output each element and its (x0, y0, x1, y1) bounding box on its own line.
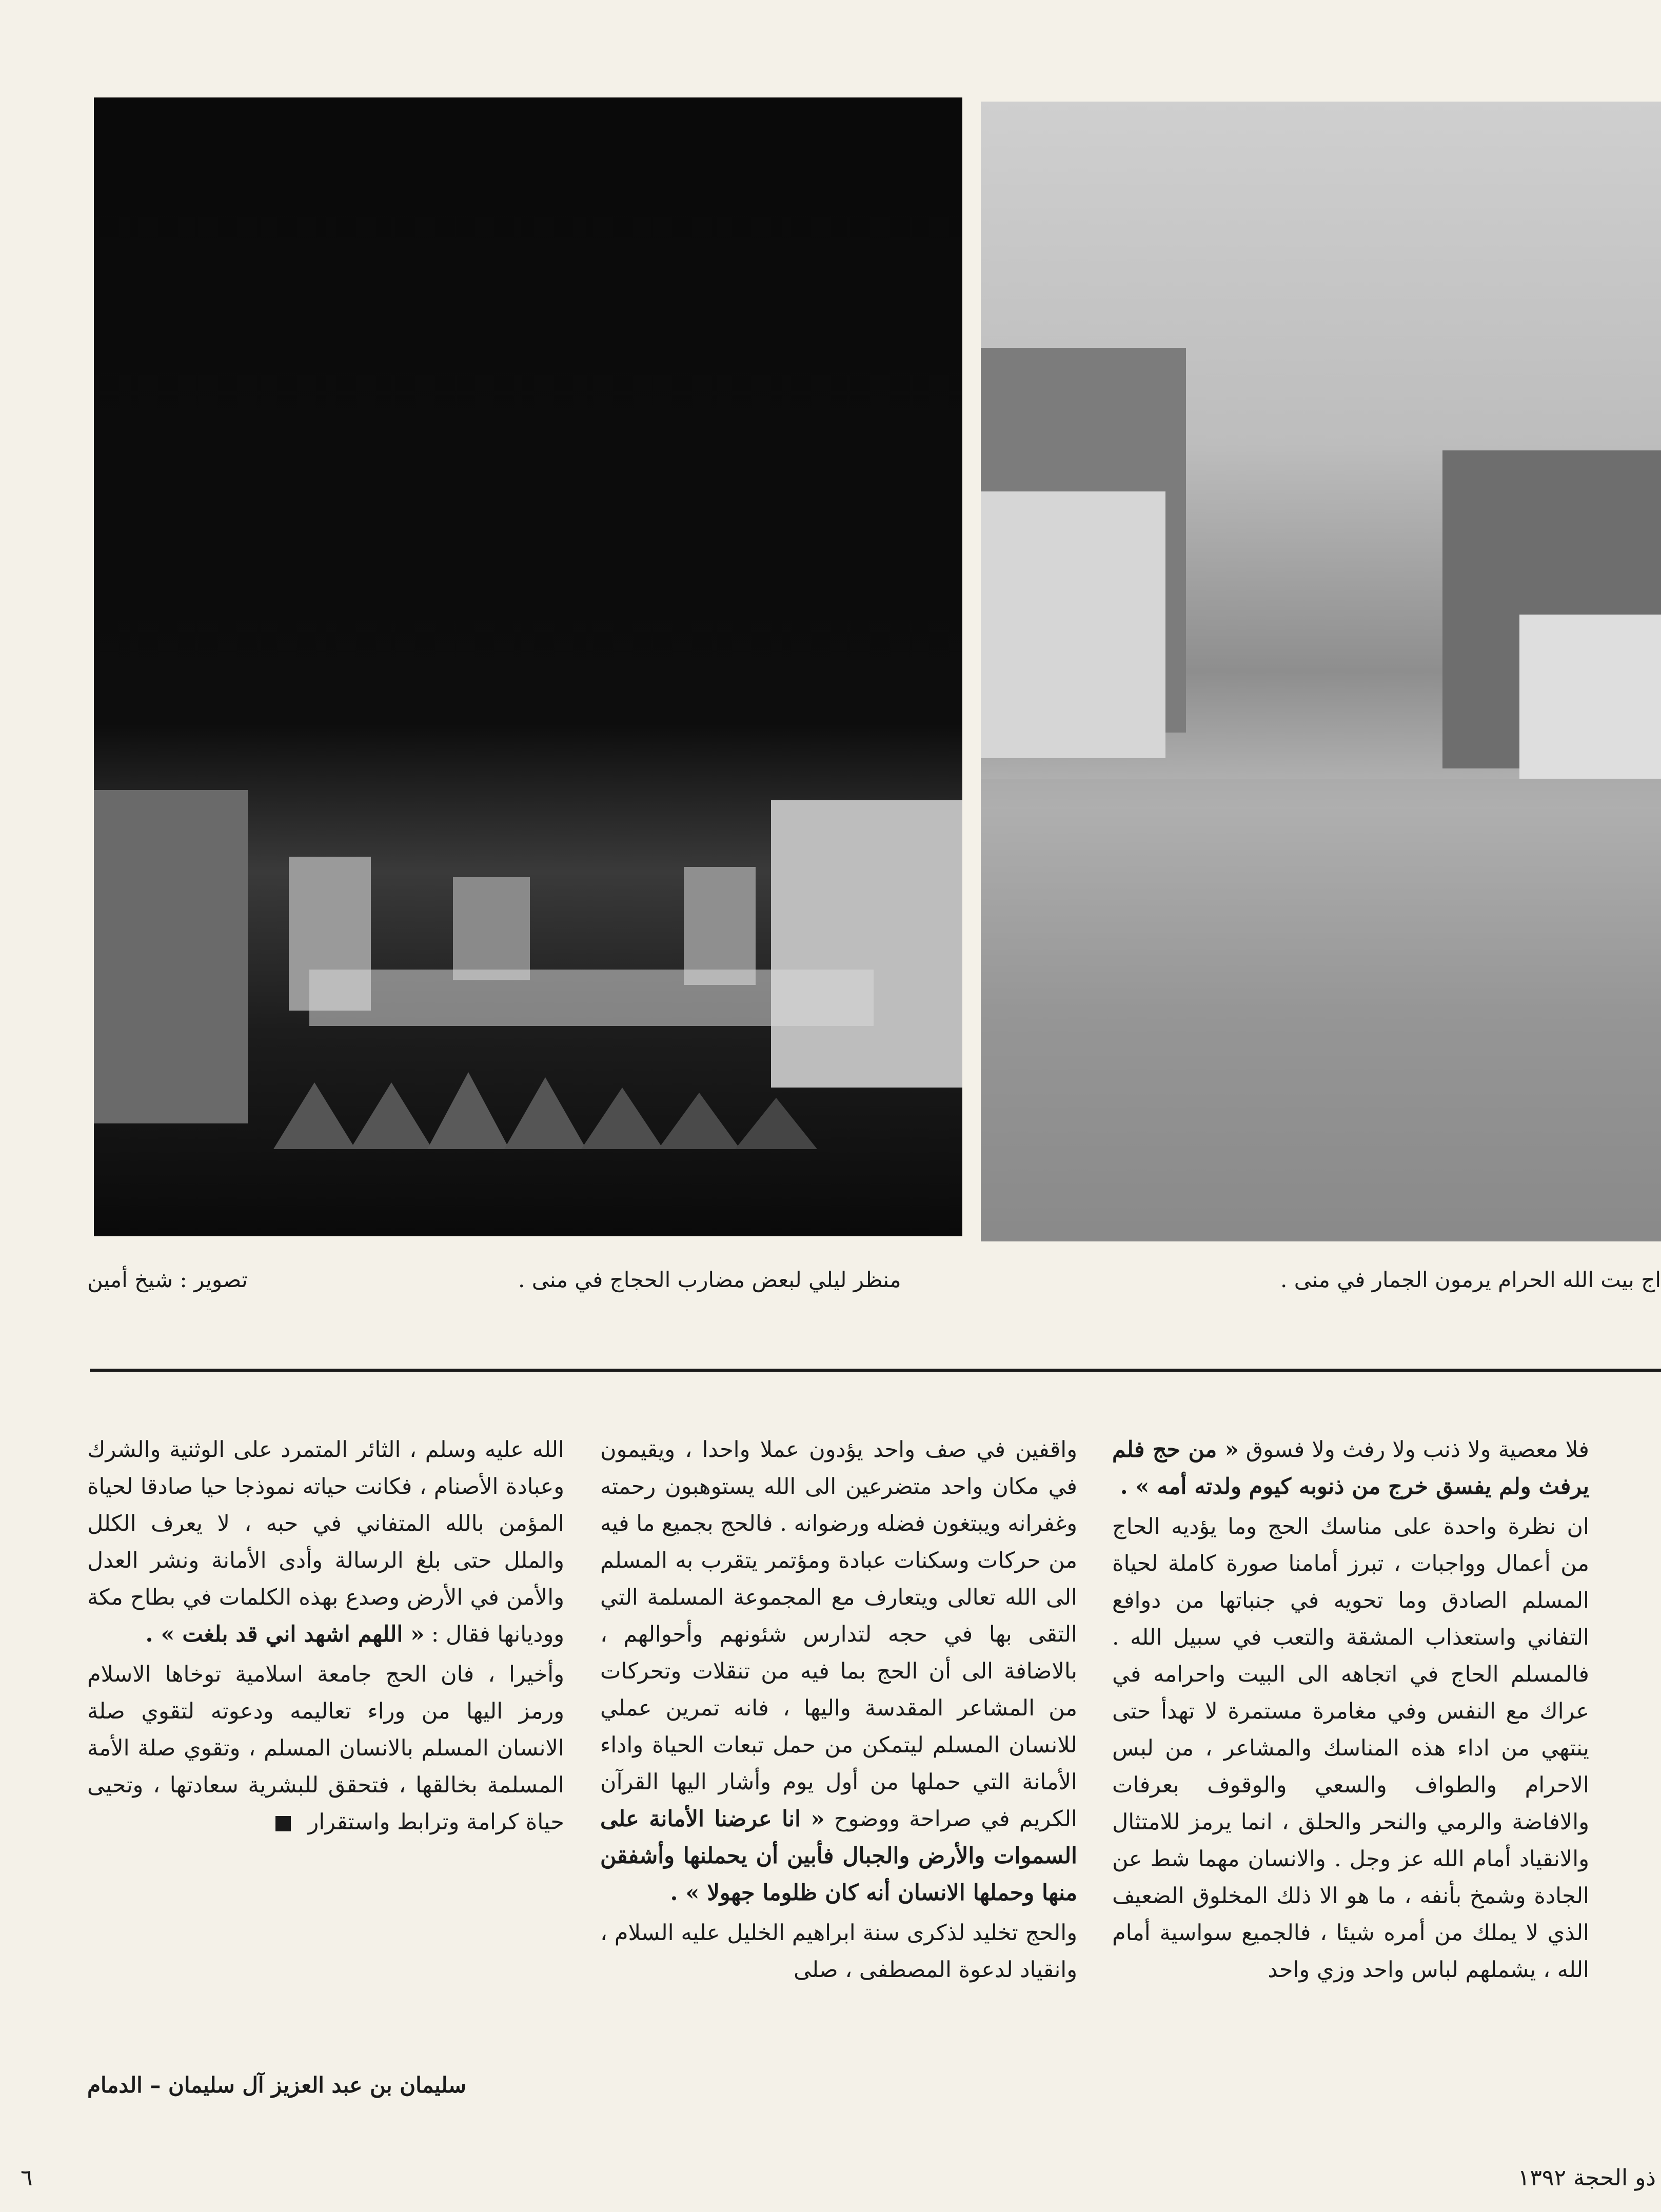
column-3-text: الله عليه وسلم ، الثائر المتمرد على الوثنية والشرك وعبادة الأصنام ، فكانت حياته نموذجا حيا صادقا لحياة المؤمن بالله المتفاني في حبه ، لا يعرف الكلل والملل حتى بلغ الرسالة وأدى الأمانة ونشر العدل والأمن في الأرض وصدع بهذه الكلمات في بطاح مكة ووديانها فقال : (87, 1437, 564, 1647)
prophet-quote: « اللهم اشهد اني قد بلغت » . (145, 1622, 425, 1647)
hadith-quote: « من حج فلم يرفث ولم يفسق خرج من ذنوبه كيوم ولدته أمه » . (1112, 1437, 1589, 1499)
column-2 (600, 1431, 1077, 1991)
column-3 (87, 1431, 564, 1844)
photo-credit: تصوير : شيخ أمين (87, 1267, 248, 1292)
issue-date: ذو الحجة ١٣٩٢ (1517, 2165, 1656, 2191)
night-camp-photo (94, 97, 962, 1236)
column-2-text: واقفين في صف واحد يؤدون عملا واحدا ، ويقيمون في مكان واحد متضرعين الى الله يستوهبون رحمته وغفرانه ويبتغون فضله ورضوانه . فالحج بجميع ما فيه من حركات وسكنات عبادة ومؤتمر يتقرب به المسلم الى الله تعالى ويتعارف مع المجموعة المسلمة التي التقى بها في حجه لتدارس شئونهم وأحوالهم ، بالاضافة الى أن الحج بما فيه من تنقلات وتحركات من المشاعر المقدسة واليها ، فانه تمرين عملي للانسان المسلم ليتمكن من حمل تبعات الحياة واداء الأمانة التي حملها من أول يوم وأشار اليها القرآن الكريم في صراحة ووضوح (600, 1437, 1077, 1832)
caption-night: منظر ليلي لبعض مضارب الحجاج في منى . (518, 1267, 901, 1292)
column-2-paragraph-2: والحج تخليد لذكرى سنة ابراهيم الخليل عليه السلام ، وانقياد لدعوة المصطفى ، صلى (600, 1920, 1077, 1983)
caption-crowd: اج بيت الله الحرام يرمون الجمار في منى . (1280, 1267, 1661, 1292)
column-2-paragraph-1 (600, 1431, 1077, 1911)
night-scene-illustration (94, 97, 962, 1236)
horizontal-rule (90, 1369, 1661, 1372)
column-1 (1112, 1431, 1589, 1991)
column-1-paragraph-1 (1112, 1431, 1589, 1505)
crowd-photo (981, 102, 1661, 1241)
quran-quote: « انا عرضنا الأمانة على السموات والأرض والجبال فأبين أن يحملنها وأشفقن منها وحملها الانسان أنه كان ظلوما جهولا » . (600, 1806, 1077, 1906)
column-3-text-2: وأخيرا ، فان الحج جامعة اسلامية توخاها الاسلام ورمز اليها من وراء تعاليمه ودعوته لتقوي صلة الانسان المسلم بالانسان المسلم ، وتقوي صلة الأمة المسلمة بخالقها ، فتحقق للبشرية سعادتها ، وتحيى حياة كرامة وترابط واستقرار (87, 1662, 564, 1835)
end-mark-icon (275, 1816, 291, 1831)
crowd-scene-illustration (981, 102, 1661, 1241)
author-signature: سليمان بن عبد العزيز آل سليمان – الدمام (87, 2072, 466, 2098)
page-number: ٦ (21, 2165, 33, 2191)
column-1-paragraph-2: ان نظرة واحدة على مناسك الحج وما يؤديه الحاج من أعمال وواجبات ، تبرز أمامنا صورة كاملة لحياة المسلم الصادق وما تحويه في جنباتها من دوافع التفاني واستعذاب المشقة والتعب في سبيل الله . فالمسلم الحاج في اتجاهه الى البيت واحرامه في عراك مع النفس وفي مغامرة مستمرة لا تهدأ حتى ينتهي من اداء هذه المناسك والمشاعر ، من لبس الاحرام والطواف والسعي والوقوف بعرفات والافاضة والرمي والنحر والحلق ، انما يرمز للامتثال والانقياد أمام الله عز وجل . والانسان مهما شط عن الجادة وشمخ بأنفه ، ما هو الا ذلك المخلوق الضعيف الذي لا يملك من أمره شيئا ، فالجميع سواسية أمام الله ، يشملهم لباس واحد وزي واحد (1112, 1514, 1589, 1983)
column-3-paragraph-2 (87, 1656, 564, 1841)
column-1-text: فلا معصية ولا ذنب ولا رفث ولا فسوق (1245, 1437, 1589, 1463)
column-3-paragraph-1 (87, 1431, 564, 1653)
